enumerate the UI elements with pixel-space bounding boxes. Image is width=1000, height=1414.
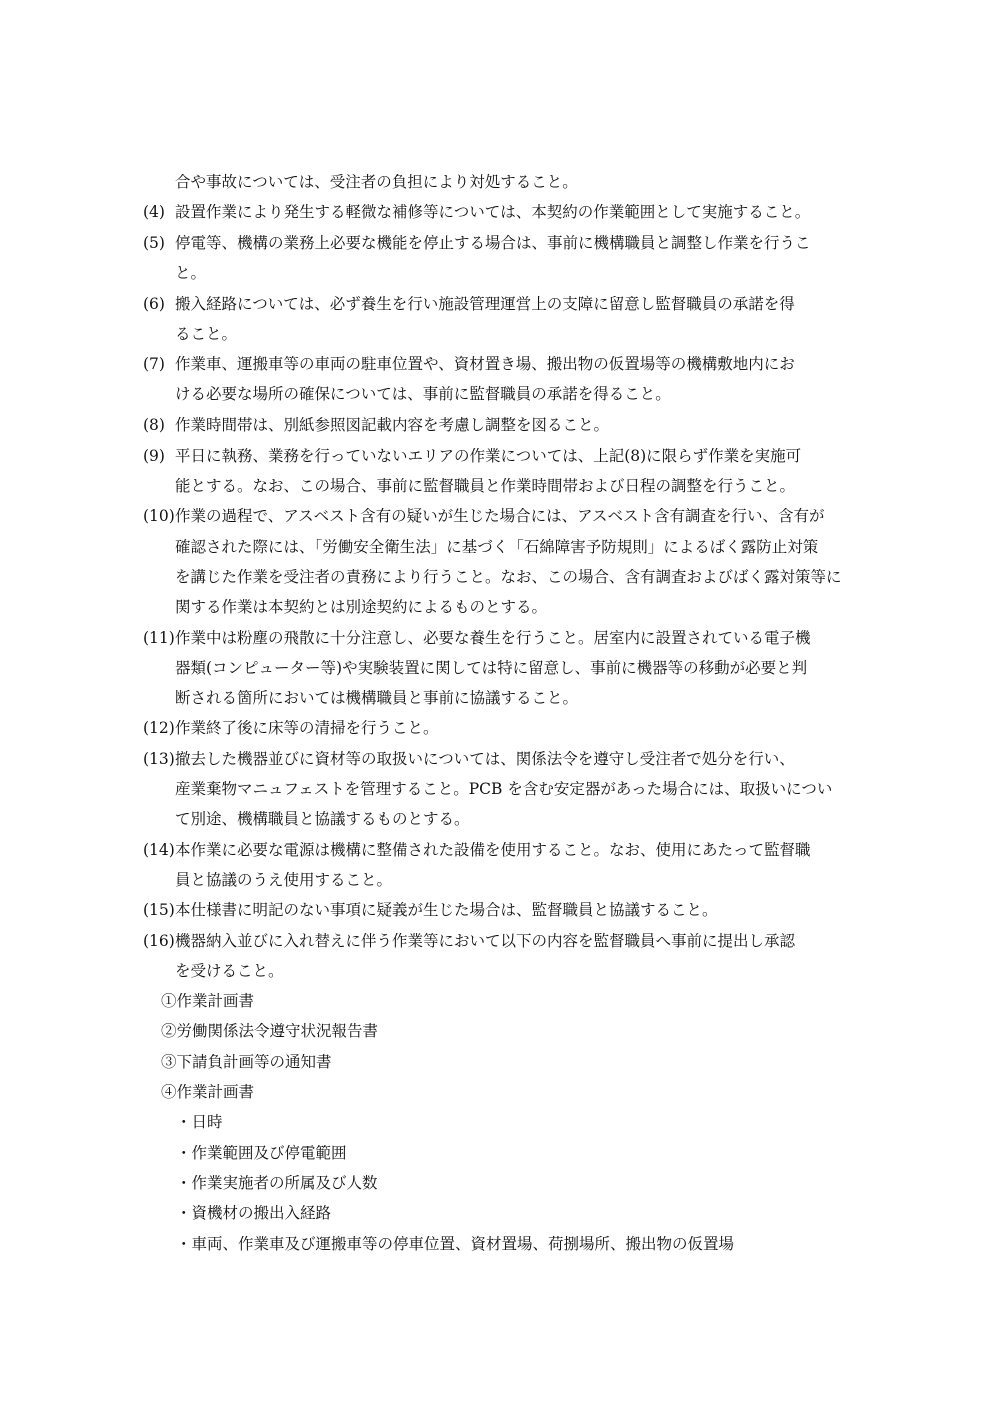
line-text: 撤去した機器並びに資材等の取扱いについては、関係法令を遵守し受注者で処分を行い、 (175, 750, 795, 768)
item-number: (7) (143, 355, 165, 373)
line-text: 作業車、運搬車等の車両の駐車位置や、資材置き場、搬出物の仮置場等の機構敷地内にお (175, 355, 795, 373)
line-text: 本作業に必要な電源は機構に整備された設備を使用すること。なお、使用にあたって監督職 (175, 841, 811, 859)
line-text: 本仕様書に明記のない事項に疑義が生じた場合は、監督職員と協議すること。 (175, 901, 718, 919)
item-number: (14) (143, 841, 175, 859)
bullet-item: ・資機材の搬出入経路 (176, 1204, 332, 1222)
line-text: 器類(コンピューター等)や実験装置に関しては特に留意し、事前に機器等の移動が必要と判 (175, 659, 808, 677)
item-number: (8) (143, 416, 165, 434)
line-text: を受けること。 (175, 962, 284, 980)
item-number: (9) (143, 447, 165, 465)
bullet-item: ・作業実施者の所属及び人数 (176, 1174, 378, 1192)
bullet-item: ・作業範囲及び停電範囲 (176, 1144, 347, 1162)
item-number: (10) (143, 507, 175, 525)
line-text: 機器納入並びに入れ替えに伴う作業等において以下の内容を監督職員へ事前に提出し承認 (175, 932, 796, 950)
line-text: 作業時間帯は、別紙参照図記載内容を考慮し調整を図ること。 (175, 416, 610, 434)
line-text: 産業棄物マニュフェストを管理すること。PCB を含む安定器があった場合には、取扱いについ (175, 780, 833, 798)
line-text: て別途、機構職員と協議するものとする。 (175, 810, 470, 828)
line-text: 員と協議のうえ使用すること。 (175, 871, 393, 889)
line-text: 設置作業により発生する軽微な補修等については、本契約の作業範囲として実施すること。 (175, 203, 811, 221)
item-number: (16) (143, 932, 175, 950)
line-text: 搬入経路については、必ず養生を行い施設管理運営上の支障に留意し監督職員の承諾を得 (175, 295, 795, 313)
list-item: ②労働関係法令遵守状況報告書 (161, 1022, 379, 1040)
item-number: (6) (143, 295, 165, 313)
line-text: を講じた作業を受注者の責務により行うこと。なお、この場合、含有調査およびばく露対策等に (175, 568, 842, 586)
line-text: 合や事故については、受注者の負担により対処すること。 (175, 173, 578, 191)
line-text: 作業終了後に床等の清掃を行うこと。 (175, 719, 439, 737)
line-text: 作業の過程で、アスベスト含有の疑いが生じた場合には、アスベスト含有調査を行い、含有が (175, 507, 825, 525)
line-text: ける必要な場所の確保については、事前に監督職員の承諾を得ること。 (175, 385, 671, 403)
item-number: (13) (143, 750, 175, 768)
item-number: (11) (143, 629, 175, 647)
bullet-item: ・車両、作業車及び運搬車等の停車位置、資材置場、荷捌場所、搬出物の仮置場 (176, 1235, 735, 1253)
line-text: 作業中は粉塵の飛散に十分注意し、必要な養生を行うこと。居室内に設置されている電子機 (175, 629, 811, 647)
line-text: 関する作業は本契約とは別途契約によるものとする。 (175, 598, 548, 616)
item-number: (4) (143, 203, 165, 221)
item-number: (12) (143, 719, 175, 737)
list-item: ③下請負計画等の通知書 (161, 1053, 332, 1071)
item-number: (15) (143, 901, 175, 919)
list-item: ④作業計画書 (161, 1083, 255, 1101)
line-text: と。 (175, 264, 207, 282)
line-text: 平日に執務、業務を行っていないエリアの作業については、上記(8)に限らず作業を実施可 (175, 447, 802, 465)
line-text: 能とする。なお、この場合、事前に監督職員と作業時間帯および日程の調整を行うこと。 (175, 477, 796, 495)
line-text: 停電等、機構の業務上必要な機能を停止する場合は、事前に機構職員と調整し作業を行うこ (175, 234, 811, 252)
line-text: ること。 (175, 325, 238, 343)
line-text: 断される箇所においては機構職員と事前に協議すること。 (175, 689, 579, 707)
list-item: ①作業計画書 (161, 992, 255, 1010)
line-text: 確認された際には、「労働安全衛生法」に基づく「石綿障害予防規則」によるばく露防止対策 (175, 538, 819, 556)
bullet-item: ・日時 (176, 1113, 223, 1131)
item-number: (5) (143, 234, 165, 252)
